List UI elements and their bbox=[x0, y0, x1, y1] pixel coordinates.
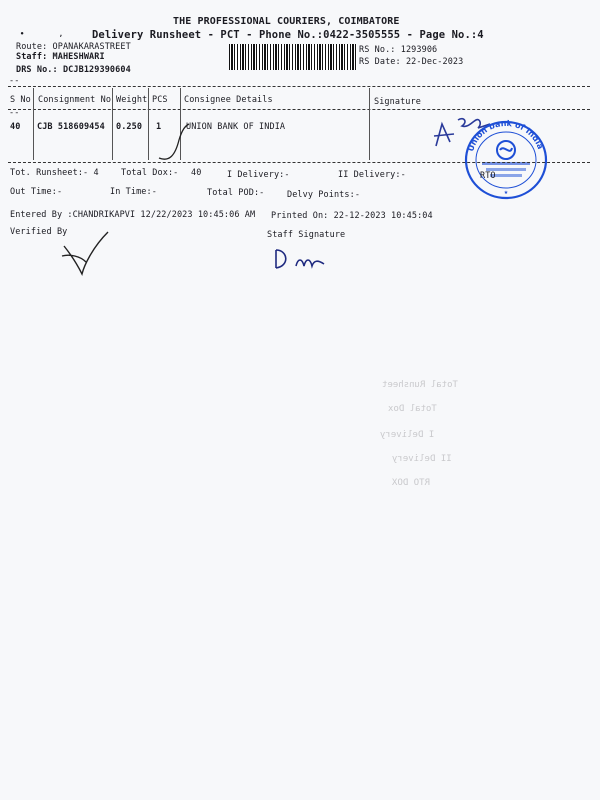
col-header-weight: Weight bbox=[116, 95, 148, 105]
staff-signature bbox=[270, 246, 334, 272]
table-header-rule bbox=[8, 109, 590, 110]
show-through-line: II Delivery bbox=[392, 454, 452, 464]
staff-text: Staff: MAHESHWARI bbox=[16, 52, 105, 62]
svg-text:Union bank of India: Union bank of India bbox=[466, 118, 546, 153]
col-header-sno: S No bbox=[10, 95, 31, 105]
printed-on: Printed On: 22-12-2023 10:45:04 bbox=[271, 211, 433, 221]
row-pcs: 1 bbox=[156, 122, 162, 132]
rs-date: RS Date: 22-Dec-2023 bbox=[359, 57, 464, 67]
total-pod: Total POD:- bbox=[207, 188, 265, 198]
total-dox-label: Total Dox:- bbox=[121, 168, 179, 178]
ii-delivery: II Delivery:- bbox=[338, 170, 406, 180]
route-text: Route: OPANAKARASTREET bbox=[16, 42, 131, 52]
company-title: THE PROFESSIONAL COURIERS, COIMBATORE bbox=[173, 16, 400, 27]
drs-number: DRS No.: DCJB129390604 bbox=[16, 65, 131, 75]
tot-runsheet: Tot. Runsheet:- 4 bbox=[10, 168, 99, 178]
show-through-line: Total Dox bbox=[388, 404, 437, 414]
table-row-marker: -- bbox=[9, 108, 20, 118]
col-sep bbox=[112, 88, 113, 160]
runsheet-title: Delivery Runsheet - PCT - Phone No.:0422-3505555 - Page No.:4 bbox=[92, 29, 484, 41]
staff-signature-label: Staff Signature bbox=[267, 230, 346, 240]
svg-text:★: ★ bbox=[503, 188, 509, 196]
tick-mark bbox=[155, 122, 195, 164]
col-header-consignee: Consignee Details bbox=[184, 95, 273, 105]
totals-rule bbox=[8, 162, 590, 163]
verifier-signature bbox=[56, 226, 116, 280]
header-mark: • , bbox=[20, 30, 64, 38]
in-time: In Time:- bbox=[110, 187, 157, 197]
table-top-rule bbox=[8, 86, 590, 87]
rs-number: RS No.: 1293906 bbox=[359, 45, 438, 55]
barcode bbox=[229, 44, 357, 70]
out-time: Out Time:- bbox=[10, 187, 63, 197]
col-header-signature: Signature bbox=[374, 97, 421, 107]
show-through-line: Total Runsheet bbox=[382, 380, 458, 390]
col-sep bbox=[148, 88, 149, 160]
i-delivery: I Delivery:- bbox=[227, 170, 290, 180]
row-consignee: UNION BANK OF INDIA bbox=[186, 122, 286, 132]
verified-by-label: Verified By bbox=[10, 227, 68, 237]
col-header-consignment: Consignment No bbox=[38, 95, 112, 105]
show-through-line: I Delivery bbox=[380, 430, 435, 440]
entered-by: Entered By :CHANDRIKAPVI 12/22/2023 10:45:06 AM bbox=[10, 210, 256, 220]
bank-stamp-icon bbox=[460, 116, 552, 204]
table-top-marker: -- bbox=[9, 76, 20, 86]
delvy-points: Delvy Points:- bbox=[287, 190, 361, 200]
col-sep bbox=[369, 88, 370, 160]
rto-label: RTO bbox=[480, 171, 496, 181]
row-sno: 40 bbox=[10, 122, 21, 132]
col-sep bbox=[33, 88, 34, 160]
total-dox-value: 40 bbox=[191, 168, 202, 178]
show-through-line: RTO DOX bbox=[392, 478, 430, 488]
row-weight: 0.250 bbox=[116, 122, 143, 132]
col-header-pcs: PCS bbox=[152, 95, 168, 105]
row-consignment-no: CJB 518609454 bbox=[37, 122, 105, 132]
